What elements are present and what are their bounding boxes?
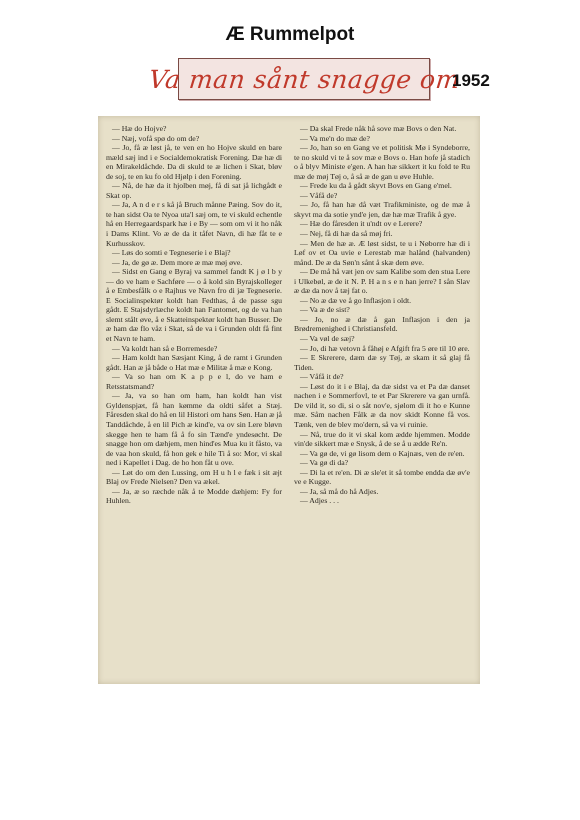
paragraph: — Ja, æ so ræchde nåk å te Modde dæhjem: Fy for Huhlen.: [106, 486, 282, 506]
paragraph: — Va vøl de sæj?: [300, 334, 355, 344]
paragraph: — Nå, de hæ da it hjolben møj, få di sat jå lichgådt e Skat op.: [106, 181, 282, 200]
paragraph: — Va æ de sist?: [300, 305, 350, 315]
paragraph: — E Skrerere, dæm dæ sy Tøj, æ skam it så glaj få Tiden.: [294, 353, 470, 372]
right-column: [294, 124, 470, 506]
left-column: [106, 124, 282, 506]
paragraph: — Hæ do Hojve?: [112, 124, 167, 133]
paragraph: — Løst do it i e Blaj, da dæ sidst va et Pa dæ danset nachen i e Sommerfovl, te et Par Skrerere va gan urnfå. De vild it, so di, si o såt nov'e, sjølom di it ho e Kunne mæ. Såm nachen Fålk æ da nov skidt Konne få vos. Tænk, ven de blev mo'dern, så va vi ruinie.: [294, 381, 470, 429]
paragraph: — Va me'n do mæ de?: [300, 133, 370, 143]
paragraph: — Va so han om K a p p e l, do ve ham e Retsstatsmand?: [106, 372, 282, 391]
paragraph: — Frede ku da å gådt skyvt Bovs en Gang e'mel.: [300, 181, 452, 191]
paragraph: — Ja, så må do hå Adjes.: [300, 486, 379, 496]
year-label: 1952: [452, 71, 490, 90]
paragraph: — Løs do somti e Tegneserie i e Blaj?: [112, 248, 231, 258]
paragraph: — Jo, no æ dæ å gan Inflasjon i den ja Brødremenighed i Christiansfeld.: [294, 314, 470, 334]
paragraph: — Nej, få di hæ da så møj fri.: [300, 229, 393, 239]
paragraph: — Næj, vofå spø do om de?: [112, 133, 200, 143]
paragraph: — Hæ do fåresden it u'ndt ov e Lerere?: [300, 219, 423, 229]
paragraph: — Våfå it de?: [300, 372, 344, 382]
paragraph: — Sidst en Gang e Byraj va sammel fandt K j ø l b y — do ve ham e Sachføre — o å kold sin Byrajskolleger å e Embesfålk o e Rajhus ve Navn fro di jæ Tegneserie. E Socialinspektør koldt han Fedthas, å de passe sgu gådt. E Stajsdyrlæche koldt han Fantomet, og de va han slemt stålt øve, å e Skatteinspektør koldt han Busser. De æ ham dæ flo våz i Skat, så de va i Grunden oldt få fint et Navn te ham.: [106, 267, 282, 344]
paragraph: — Di la et re'en. Di æ sle'et it så tombe endda dæ øv'e ve e Kugge.: [294, 467, 470, 487]
paragraph: — Va gø de, vi gø lisom dem o Kajnæs, ven de re'en.: [300, 448, 465, 458]
paragraph: — Ja, de gø æ. Dem more æ mæ møj øve.: [112, 257, 243, 267]
paragraph: — Ham koldt han Sæsjant King, å de ramt i Grunden gådt. Han æ jå både o Hat mæ e Militæ å mæ e Kong.: [106, 353, 282, 372]
paragraph: — Løt do om den Lussing, om H u h l e fæk i sit æjt Blaj ov Frede Nielsen? Den va ækel.: [106, 467, 282, 487]
paragraph: — Men de hæ æ. Æ løst sidst, te u i Nøborre hæ di i Løf ov et Oa uvie e Lerestab mæ halånd (halvanden) månd. De æ da Søn'n sånt å skæ dem øve.: [294, 238, 470, 267]
paragraph: — Nå, true do it vi skal kom ædde hjemmen. Modde vin'de sikkert mæ e Snysk, å de se å u ædde Re'n.: [294, 429, 470, 449]
paragraph: — Ja, A n d e r s kå jå Bruch månne Pæing. Sov do it, te han sidst Oa te Nyoa uta'l sæj om, te vi skuld echentle hå en Herregaardspark hæ i e By — som om vi it ho nåk i Dams Klint. Vo æ de da it tåfet Navn, di hæ fåt te e Kurhusskov.: [106, 200, 282, 248]
paragraph: — Jo, di hæ vetovn å fåhøj e Afgift fra 5 øre til 10 øre.: [300, 343, 470, 353]
paragraph: — Adjes . . .: [300, 496, 339, 506]
banner-text: Va man sånt snagge om: [147, 64, 462, 94]
paragraph: — De må hå væt jen ov sam Kalibe som den stua Lere i Ulkebøl, æ de it N. P. H a n s e n han jerre? I sån Slav æ dæ da nov å tæj fat o.: [294, 267, 470, 296]
paragraph: — Jo, få han hæ då væt Trafikministe, og de mæ å skyvt ma da sotie ynd'e jen, dæ hæ mæ Trafik å gye.: [294, 200, 470, 219]
page-title: Æ Rummelpot: [225, 24, 355, 45]
paragraph: — Va gø di da?: [300, 458, 349, 468]
paragraph: — Va koldt han så e Borremesde?: [112, 343, 218, 353]
paragraph: — Ja, va so han om ham, han koldt han vist Gyldenspjæt, få han kømme da oldti såfet a Stæj. Fåresden skal do hå en lil Histori om hans Søn. Han æ jå Tanddåchde, å en lil Pich æ kind'e, va ov sin Lere bløvn skegge hen te ham få å fo sin Tænd'e yndesøcht. De snagge hon om dæhjem, men hind'es Mua ku it fåsto, va de vaa hon skuld, få hon gek e hile Ti å so: Mor, vi skal ned i Kapellet i Dag. de ho hon fåt u ove.: [106, 391, 282, 468]
paragraph: — Da skal Frede nåk hå sove mæ Bovs o den Nat.: [300, 124, 457, 133]
paragraph: — Våfå de?: [300, 190, 338, 200]
paragraph: — No æ dæ ve å go Inflasjon i oldt.: [300, 295, 412, 305]
paragraph: — Jo, få æ løst jå, te ven en ho Hojve skuld en bare mæld sæj ind i e Socialdemokratisk Forening. Dæ hæ di en Mirakeldåchde. Da di skuld te æ lichen i Skat, bløv de soj, te en ku fo old Hjølp i den Forening.: [106, 143, 282, 181]
newspaper-clipping: [98, 116, 480, 684]
column-title-banner: [147, 58, 462, 100]
paragraph: — Jo, han so en Gang ve et politisk Mø i Syndeborre, te no skuld vi te å sov mæ e Bovs o. Han hofe jå stadich o å blyv Ministe e'gen. A han hæ sikkert it ku fold te Ru mæ de møj Tøj o, å så æ de gan u øve Huhle.: [294, 143, 470, 181]
